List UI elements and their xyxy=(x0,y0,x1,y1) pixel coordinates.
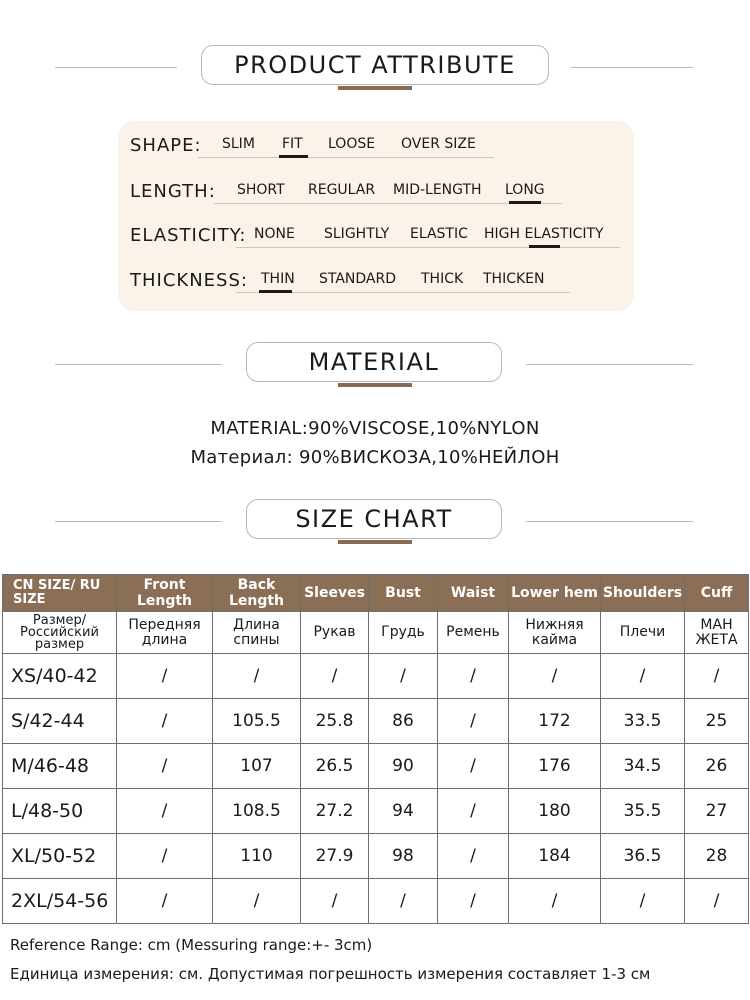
attribute-row-elasticity xyxy=(118,211,634,251)
table-cell: / xyxy=(685,654,749,699)
attribute-label: SHAPE: xyxy=(130,135,202,156)
section-title: PRODUCT ATTRIBUTE xyxy=(201,45,549,85)
table-cell: 86 xyxy=(369,699,438,744)
footnote-en: Reference Range: cm (Messuring range:+- 3cm) xyxy=(10,936,373,954)
header-cell: Back Length xyxy=(213,575,301,612)
attribute-option: OVER SIZE xyxy=(401,136,476,152)
table-cell: / xyxy=(601,879,685,924)
table-cell: 25 xyxy=(685,699,749,744)
table-cell: 108.5 xyxy=(213,789,301,834)
section-product-attribute xyxy=(0,45,750,95)
material-value: 90%VISCOSE,10%NYLON xyxy=(308,418,540,439)
header-cell: CN SIZE/ RU SIZE xyxy=(3,575,117,612)
table-cell: 34.5 xyxy=(601,744,685,789)
header-cell: МАН ЖЕТА xyxy=(685,612,749,654)
attribute-baseline xyxy=(198,157,494,158)
header-cell: Плечи xyxy=(601,612,685,654)
attribute-label: ELASTICITY: xyxy=(130,225,247,246)
header-cell: Грудь xyxy=(369,612,438,654)
attribute-option: STANDARD xyxy=(319,271,397,287)
attribute-option: SHORT xyxy=(237,182,285,198)
attribute-baseline xyxy=(236,247,620,248)
title-divider-right xyxy=(526,521,693,522)
table-cell: / xyxy=(117,744,213,789)
attribute-option: REGULAR xyxy=(308,182,376,198)
table-cell: 26.5 xyxy=(301,744,369,789)
table-cell: / xyxy=(438,654,509,699)
attribute-option: LOOSE xyxy=(328,136,376,152)
header-cell: Shoulders xyxy=(601,575,685,612)
table-cell: 27.2 xyxy=(301,789,369,834)
size-chart-table xyxy=(2,574,749,924)
title-divider-right xyxy=(571,67,693,68)
table-row xyxy=(3,744,749,789)
table-cell: / xyxy=(213,654,301,699)
title-divider-left xyxy=(55,67,177,68)
title-divider-right xyxy=(526,364,693,365)
attribute-option: ELASTIC xyxy=(410,226,468,242)
table-row xyxy=(3,699,749,744)
attribute-option-selected: LONG xyxy=(505,182,545,198)
table-cell: 33.5 xyxy=(601,699,685,744)
section-title: SIZE CHART xyxy=(246,499,502,539)
table-cell: 27.9 xyxy=(301,834,369,879)
header-cell: Sleeves xyxy=(301,575,369,612)
selected-underline xyxy=(509,201,541,204)
table-cell: 105.5 xyxy=(213,699,301,744)
table-cell: 107 xyxy=(213,744,301,789)
size-cell: 2XL/54-56 xyxy=(3,879,117,924)
header-cell: Размер/ Российский размер xyxy=(3,612,117,654)
section-size-chart xyxy=(0,499,750,549)
attribute-option: SLIGHTLY xyxy=(324,226,390,242)
table-row xyxy=(3,834,749,879)
header-cell: Ремень xyxy=(438,612,509,654)
attribute-row-length xyxy=(118,167,634,207)
size-cell: S/42-44 xyxy=(3,699,117,744)
size-cell: M/46-48 xyxy=(3,744,117,789)
table-cell: 90 xyxy=(369,744,438,789)
title-accent-bar xyxy=(338,86,412,90)
header-cell: Lower hem xyxy=(509,575,601,612)
table-cell: 180 xyxy=(509,789,601,834)
table-cell: 27 xyxy=(685,789,749,834)
header-cell: Cuff xyxy=(685,575,749,612)
table-cell: / xyxy=(117,879,213,924)
size-cell: XL/50-52 xyxy=(3,834,117,879)
table-cell: / xyxy=(438,744,509,789)
table-cell: / xyxy=(438,834,509,879)
table-row xyxy=(3,879,749,924)
header-cell: Рукав xyxy=(301,612,369,654)
selected-underline xyxy=(279,155,308,158)
attribute-option: THICK xyxy=(421,271,464,287)
header-cell: Waist xyxy=(438,575,509,612)
attribute-option: THICKEN xyxy=(483,271,545,287)
table-row xyxy=(3,789,749,834)
attribute-option: NONE xyxy=(254,226,295,242)
table-cell: 36.5 xyxy=(601,834,685,879)
table-cell: / xyxy=(509,879,601,924)
table-cell: / xyxy=(438,789,509,834)
material-en xyxy=(0,418,750,439)
title-accent-bar xyxy=(338,383,412,387)
size-cell: L/48-50 xyxy=(3,789,117,834)
table-cell: 110 xyxy=(213,834,301,879)
header-cell: Нижняя кайма xyxy=(509,612,601,654)
material-label: Материал: xyxy=(190,447,293,468)
footnote-ru: Единица измерения: см. Допустимая погрешность измерения составляет 1-3 см xyxy=(10,965,651,983)
material-label: MATERIAL: xyxy=(210,418,309,439)
table-cell: 25.8 xyxy=(301,699,369,744)
attribute-label: THICKNESS: xyxy=(130,270,248,291)
material-ru xyxy=(0,447,750,468)
table-cell: / xyxy=(509,654,601,699)
table-cell: / xyxy=(438,699,509,744)
table-cell: / xyxy=(117,699,213,744)
section-title: MATERIAL xyxy=(246,342,502,382)
table-cell: 176 xyxy=(509,744,601,789)
size-cell: XS/40-42 xyxy=(3,654,117,699)
table-header-ru xyxy=(3,612,749,654)
table-cell: 98 xyxy=(369,834,438,879)
table-cell: / xyxy=(213,879,301,924)
table-cell: / xyxy=(369,879,438,924)
table-cell: 28 xyxy=(685,834,749,879)
attribute-option: SLIM xyxy=(222,136,255,152)
table-cell: / xyxy=(117,654,213,699)
header-cell: Длина спины xyxy=(213,612,301,654)
attribute-row-shape xyxy=(118,121,634,161)
attribute-option-selected: HIGH ELASTICITY xyxy=(484,226,604,242)
header-cell: Bust xyxy=(369,575,438,612)
table-cell: 184 xyxy=(509,834,601,879)
attribute-card xyxy=(118,121,634,311)
table-cell: / xyxy=(685,879,749,924)
selected-underline xyxy=(529,245,560,248)
table-cell: 35.5 xyxy=(601,789,685,834)
title-accent-bar xyxy=(338,540,412,544)
material-value: 90%ВИСКОЗА,10%НЕЙЛОН xyxy=(299,447,560,468)
attribute-option: MID-LENGTH xyxy=(393,182,482,198)
table-cell: / xyxy=(369,654,438,699)
table-header-en xyxy=(3,575,749,612)
section-material xyxy=(0,342,750,392)
header-cell: Передняя длина xyxy=(117,612,213,654)
title-divider-left xyxy=(55,364,222,365)
table-cell: / xyxy=(438,879,509,924)
table-cell: / xyxy=(301,879,369,924)
attribute-row-thickness xyxy=(118,256,634,296)
table-cell: 172 xyxy=(509,699,601,744)
attribute-label: LENGTH: xyxy=(130,181,216,202)
table-cell: 26 xyxy=(685,744,749,789)
table-row xyxy=(3,654,749,699)
title-divider-left xyxy=(55,521,222,522)
table-cell: / xyxy=(601,654,685,699)
attribute-option-selected: FIT xyxy=(282,136,303,152)
table-cell: / xyxy=(301,654,369,699)
selected-underline xyxy=(259,290,292,293)
attribute-option-selected: THIN xyxy=(261,271,295,287)
table-cell: / xyxy=(117,789,213,834)
header-cell: Front Length xyxy=(117,575,213,612)
table-cell: / xyxy=(117,834,213,879)
table-cell: 94 xyxy=(369,789,438,834)
